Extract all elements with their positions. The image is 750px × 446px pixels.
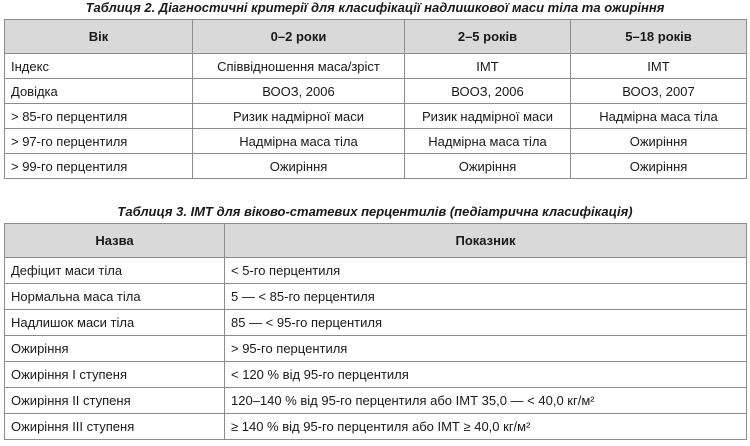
table-cell: > 85-го перцентиля <box>5 104 193 129</box>
column-header: Назва <box>5 224 225 258</box>
table-cell: Ожиріння <box>571 154 747 179</box>
table-cell: Індекс <box>5 54 193 79</box>
table-row <box>5 129 747 154</box>
table-cell: Ожиріння III ступеня <box>5 414 225 440</box>
table-row <box>5 54 747 79</box>
table-cell: Надмірна маса тіла <box>405 129 571 154</box>
table-cell: > 97-го перцентиля <box>5 129 193 154</box>
table-cell: Ожиріння II ступеня <box>5 388 225 414</box>
table-row <box>5 154 747 179</box>
table-cell: Ожиріння <box>193 154 405 179</box>
table-cell: Ожиріння <box>571 129 747 154</box>
table-cell: ІМТ <box>571 54 747 79</box>
table-cell: Довідка <box>5 79 193 104</box>
table-cell: Надмірна маса тіла <box>193 129 405 154</box>
column-header: 0–2 роки <box>193 20 405 54</box>
table-cell: ≥ 140 % від 95-го перцентиля або ІМТ ≥ 40,0 кг/м² <box>225 414 747 440</box>
table-cell: > 95-го перцентиля <box>225 336 747 362</box>
table2-caption: Таблиця 2. Діагностичні критерії для класифікації надлишкової маси тіла та ожиріння <box>85 0 665 15</box>
table-row <box>5 79 747 104</box>
table-cell: < 5-го перцентиля <box>225 258 747 284</box>
table-cell: ІМТ <box>405 54 571 79</box>
column-header: 2–5 років <box>405 20 571 54</box>
table-row <box>5 414 747 440</box>
table-cell: 85 — < 95-го перцентиля <box>225 310 747 336</box>
table-cell: Дефіцит маси тіла <box>5 258 225 284</box>
diagnostic-criteria-table <box>4 19 747 179</box>
table-cell: Ожиріння <box>5 336 225 362</box>
column-header: Вік <box>5 20 193 54</box>
table-cell: Надлишок маси тіла <box>5 310 225 336</box>
table-cell: Співвідношення маса/зріст <box>193 54 405 79</box>
table-cell: Ожиріння <box>405 154 571 179</box>
table-cell: Ожиріння I ступеня <box>5 362 225 388</box>
table-header-row <box>5 20 747 54</box>
table-cell: Надмірна маса тіла <box>571 104 747 129</box>
table-row <box>5 310 747 336</box>
table-cell: Ризик надмірної маси <box>193 104 405 129</box>
table-cell: < 120 % від 95-го перцентиля <box>225 362 747 388</box>
table-cell: 120–140 % від 95-го перцентиля або ІМТ 35,0 — < 40,0 кг/м² <box>225 388 747 414</box>
table-cell: ВООЗ, 2007 <box>571 79 747 104</box>
column-header: 5–18 років <box>571 20 747 54</box>
table-cell: Нормальна маса тіла <box>5 284 225 310</box>
table-cell: ВООЗ, 2006 <box>193 79 405 104</box>
table-cell: ВООЗ, 2006 <box>405 79 571 104</box>
table-header-row <box>5 224 747 258</box>
table-row <box>5 258 747 284</box>
table-cell: Ризик надмірної маси <box>405 104 571 129</box>
table-row <box>5 336 747 362</box>
table-cell: 5 — < 85-го перцентиля <box>225 284 747 310</box>
table-row <box>5 388 747 414</box>
bmi-percentile-table <box>4 223 747 440</box>
table-cell: > 99-го перцентиля <box>5 154 193 179</box>
table-row <box>5 284 747 310</box>
column-header: Показник <box>225 224 747 258</box>
table-row <box>5 362 747 388</box>
table-row <box>5 104 747 129</box>
table3-caption: Таблиця 3. ІМТ для віково-статевих перцентилів (педіатрична класифікація) <box>117 204 633 219</box>
